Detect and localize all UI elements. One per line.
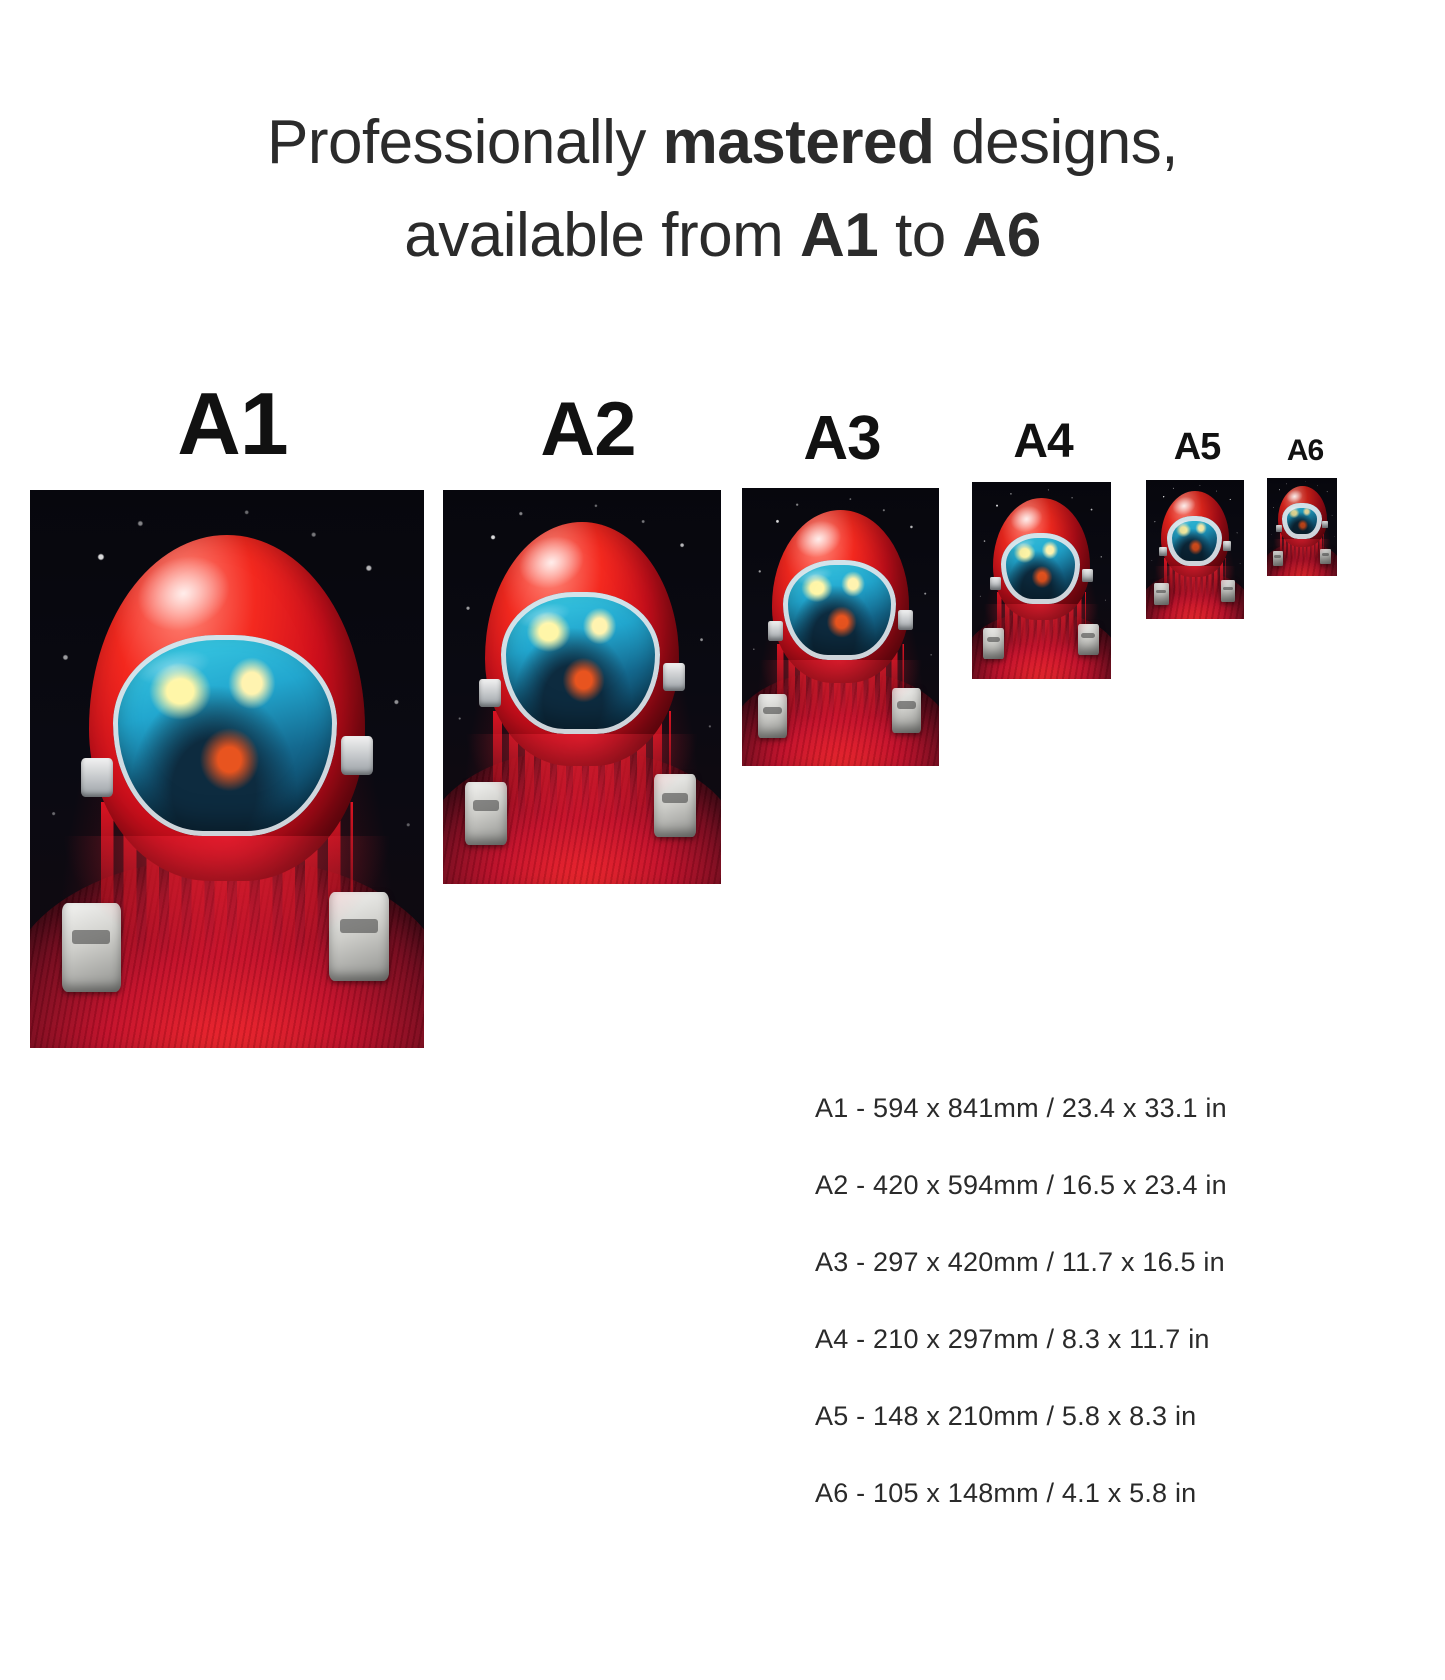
headline-text-3: available from (404, 201, 800, 270)
visor-knob-right (663, 663, 685, 691)
poster-preview-a1[interactable] (30, 490, 424, 1048)
poster-preview-a2[interactable] (443, 490, 721, 884)
astronaut-artwork (972, 482, 1111, 679)
size-label-a6: A6 (1286, 434, 1324, 467)
visor-knob-left (1276, 525, 1282, 532)
visor-knob-right (1082, 569, 1093, 583)
size-item-a3 (742, 404, 942, 766)
astronaut-artwork (30, 490, 424, 1048)
visor-knob-left (81, 758, 113, 797)
chest-pack-right (329, 892, 388, 981)
poster-preview-a3[interactable] (742, 488, 939, 766)
helmet-visor (1282, 503, 1322, 538)
visor-knob-left (479, 679, 501, 707)
headline-line-1 (267, 108, 1178, 177)
dimension-row-a2: A2 - 420 x 594mm / 16.5 x 23.4 in (815, 1170, 1227, 1200)
helmet-visor (1167, 516, 1223, 566)
headline-text-1: Professionally (266, 108, 663, 177)
headline-emphasis-mastered: mastered (662, 108, 935, 177)
size-label-a1: A1 (177, 374, 288, 473)
chest-pack-left (62, 903, 121, 992)
page-title (0, 96, 1445, 282)
size-label-a3: A3 (803, 404, 881, 473)
visor-knob-right (1223, 541, 1231, 551)
dimension-row-a5: A5 - 148 x 210mm / 5.8 x 8.3 in (815, 1401, 1197, 1431)
astronaut-artwork (1267, 478, 1337, 576)
size-item-a1 (30, 374, 435, 1048)
chest-pack-left (1273, 551, 1284, 567)
dimension-row-a1: A1 - 594 x 841mm / 23.4 x 33.1 in (815, 1093, 1227, 1123)
astronaut-artwork (1146, 480, 1244, 619)
dimensions-list (815, 1095, 1415, 1557)
dimension-row-a4: A4 - 210 x 297mm / 8.3 x 11.7 in (815, 1324, 1210, 1354)
headline-text-2: designs, (934, 108, 1179, 177)
astronaut-artwork (742, 488, 939, 766)
dimension-row-a3: A3 - 297 x 420mm / 11.7 x 16.5 in (815, 1247, 1225, 1277)
chest-pack-right (892, 688, 922, 732)
headline-emphasis-a1: A1 (799, 201, 879, 270)
visor-knob-left (768, 621, 784, 640)
chest-pack-left (465, 782, 507, 845)
size-item-a4 (972, 415, 1114, 679)
headline-line-2 (0, 189, 1445, 282)
size-item-a6 (1267, 436, 1343, 576)
size-comparison-row (0, 374, 1445, 1060)
poster-preview-a4[interactable] (972, 482, 1111, 679)
chest-pack-left (758, 694, 788, 738)
helmet-visor (783, 560, 895, 660)
size-item-a2 (443, 387, 733, 884)
poster-preview-a5[interactable] (1146, 480, 1244, 619)
size-label-a4: A4 (1013, 415, 1073, 468)
chest-pack-right (1221, 580, 1236, 602)
size-item-a5 (1146, 428, 1248, 619)
chest-pack-left (983, 628, 1004, 660)
visor-knob-left (990, 577, 1001, 591)
headline-text-4: to (878, 201, 963, 270)
visor-knob-left (1159, 547, 1167, 557)
astronaut-artwork (443, 490, 721, 884)
poster-preview-a6[interactable] (1267, 478, 1337, 576)
size-label-a5: A5 (1173, 426, 1221, 468)
helmet-visor (1001, 533, 1080, 604)
visor-knob-right (341, 736, 373, 775)
helmet-visor (501, 592, 659, 734)
visor-knob-right (1322, 521, 1328, 528)
headline-emphasis-a6: A6 (962, 201, 1041, 270)
chest-pack-right (1078, 624, 1099, 656)
chest-pack-right (654, 774, 696, 837)
dimension-row-a6: A6 - 105 x 148mm / 4.1 x 5.8 in (815, 1478, 1197, 1508)
helmet-visor (113, 635, 338, 836)
chest-pack-right (1320, 549, 1331, 565)
chest-pack-left (1154, 583, 1169, 605)
visor-knob-right (898, 610, 914, 629)
size-label-a2: A2 (540, 387, 636, 472)
